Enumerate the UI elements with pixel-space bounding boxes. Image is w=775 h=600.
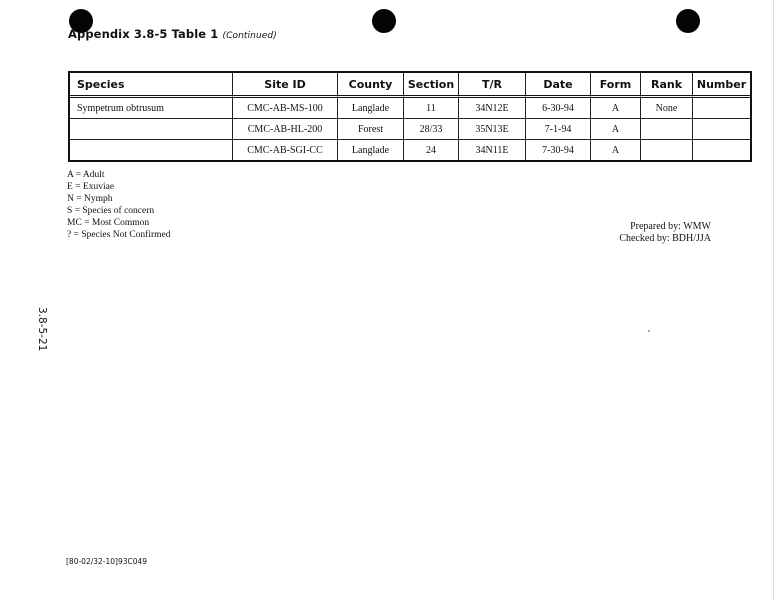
column-header-form: Form [591, 73, 641, 98]
column-header-rank: Rank [641, 73, 693, 98]
column-header-tr: T/R [459, 73, 526, 98]
cell-species [70, 119, 233, 140]
cell-form: A [591, 119, 641, 140]
legend-item-species-of-concern: S = Species of concern [67, 206, 155, 216]
title-continued: (Continued) [222, 31, 277, 41]
cell-date: 7-1-94 [526, 119, 591, 140]
cell-date: 6-30-94 [526, 98, 591, 119]
cell-date: 7-30-94 [526, 140, 591, 160]
checked-by: Checked by: BDH/JJA [619, 233, 711, 244]
cell-county: Langlade [338, 140, 404, 160]
cell-number [693, 119, 750, 140]
species-table [68, 71, 752, 162]
column-header-county: County [338, 73, 404, 98]
cell-rank: None [641, 98, 693, 119]
column-header-species: Species [70, 73, 233, 98]
column-header-number: Number [693, 73, 750, 98]
cell-rank [641, 119, 693, 140]
prepared-by: Prepared by: WMW [630, 221, 711, 232]
legend-item-nymph: N = Nymph [67, 194, 113, 204]
page-number-vertical [32, 285, 72, 352]
page-title [68, 27, 277, 41]
page-number: 3.8-5-21 [36, 307, 48, 352]
cell-site-id: CMC-AB-MS-100 [233, 98, 338, 119]
cell-county: Langlade [338, 98, 404, 119]
legend-item-most-common: MC = Most Common [67, 218, 150, 228]
scan-speck [648, 330, 650, 332]
table-row [70, 98, 750, 119]
cell-number [693, 98, 750, 119]
table-row [70, 119, 750, 140]
cell-section: 24 [404, 140, 459, 160]
legend-item-adult: A = Adult [67, 170, 105, 180]
cell-number [693, 140, 750, 160]
punch-hole-center [372, 9, 396, 33]
cell-form: A [591, 140, 641, 160]
cell-form: A [591, 98, 641, 119]
table-row [70, 140, 750, 160]
cell-species: Sympetrum obtrusum [70, 98, 233, 119]
legend-item-not-confirmed: ? = Species Not Confirmed [67, 230, 171, 240]
cell-site-id: CMC-AB-HL-200 [233, 119, 338, 140]
table-header-row [70, 73, 750, 98]
page-edge [773, 0, 774, 600]
cell-tr: 35N13E [459, 119, 526, 140]
column-header-date: Date [526, 73, 591, 98]
legend-item-exuviae: E = Exuviae [67, 182, 115, 192]
document-id: [80-02/32-10]93C049 [66, 557, 148, 566]
cell-section: 11 [404, 98, 459, 119]
cell-tr: 34N12E [459, 98, 526, 119]
column-header-site-id: Site ID [233, 73, 338, 98]
column-header-section: Section [404, 73, 459, 98]
cell-county: Forest [338, 119, 404, 140]
cell-section: 28/33 [404, 119, 459, 140]
legend [67, 169, 171, 241]
punch-hole-right [676, 9, 700, 33]
cell-site-id: CMC-AB-SGI-CC [233, 140, 338, 160]
cell-rank [641, 140, 693, 160]
title-text: Appendix 3.8-5 Table 1 [68, 27, 219, 41]
signoff [619, 221, 711, 245]
cell-species [70, 140, 233, 160]
cell-tr: 34N11E [459, 140, 526, 160]
